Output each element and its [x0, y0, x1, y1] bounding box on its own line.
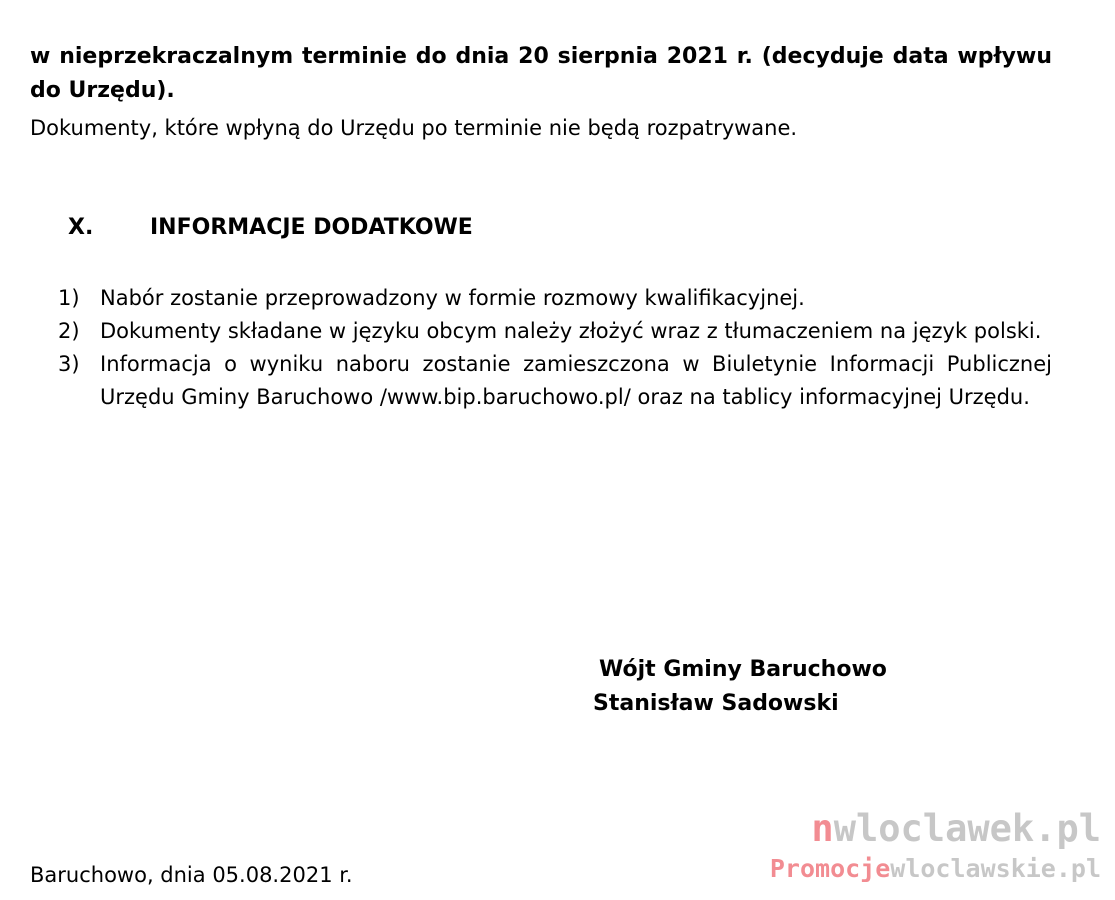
watermark-line-1: [770, 806, 1101, 852]
signature-block: [593, 653, 887, 721]
section-number: X.: [68, 215, 94, 240]
list-item-text: Informacja o wyniku naboru zostanie zamieszczona w Biuletynie Informacji Publicznej Urzędu Gminy Baruchowo /www.bip.baruchowo.pl/ oraz na tablicy informacyjnej Urzędu.: [100, 352, 1052, 409]
deadline-paragraph: w nieprzekraczalnym terminie do dnia 20 sierpnia 2021 r. (decyduje data wpływu do Urzędu).: [30, 44, 1052, 103]
watermark-line-1-rest: wloclawek.pl: [833, 807, 1101, 850]
list-item: [58, 315, 1052, 348]
additional-info-list: [58, 282, 1052, 414]
section-title: INFORMACJE DODATKOWE: [150, 215, 473, 240]
watermark-line-2: [770, 852, 1101, 886]
section-heading: [68, 211, 473, 245]
watermark-line-1-accent: n: [811, 807, 834, 850]
late-documents-note: Dokumenty, które wpłyną do Urzędu po terminie nie będą rozpatrywane.: [30, 116, 798, 140]
list-item-text: Nabór zostanie przeprowadzony w formie rozmowy kwalifikacyjnej.: [100, 286, 805, 310]
list-item: [58, 282, 1052, 315]
watermark-line-2-rest: wloclawskie.pl: [890, 854, 1101, 883]
signature-name: Stanisław Sadowski: [593, 691, 839, 716]
list-item: [58, 348, 1052, 414]
watermark-line-2-accent: Promocje: [769, 854, 891, 883]
list-item-marker: 2): [58, 319, 80, 343]
list-item-marker: 3): [58, 352, 80, 376]
list-item-text: Dokumenty składane w języku obcym należy złożyć wraz z tłumaczeniem na język polski.: [100, 319, 1042, 343]
signature-title: Wójt Gminy Baruchowo: [599, 657, 887, 682]
list-item-marker: 1): [58, 286, 80, 310]
watermark-logo: [770, 806, 1101, 886]
place-date: Baruchowo, dnia 05.08.2021 r.: [30, 863, 353, 887]
